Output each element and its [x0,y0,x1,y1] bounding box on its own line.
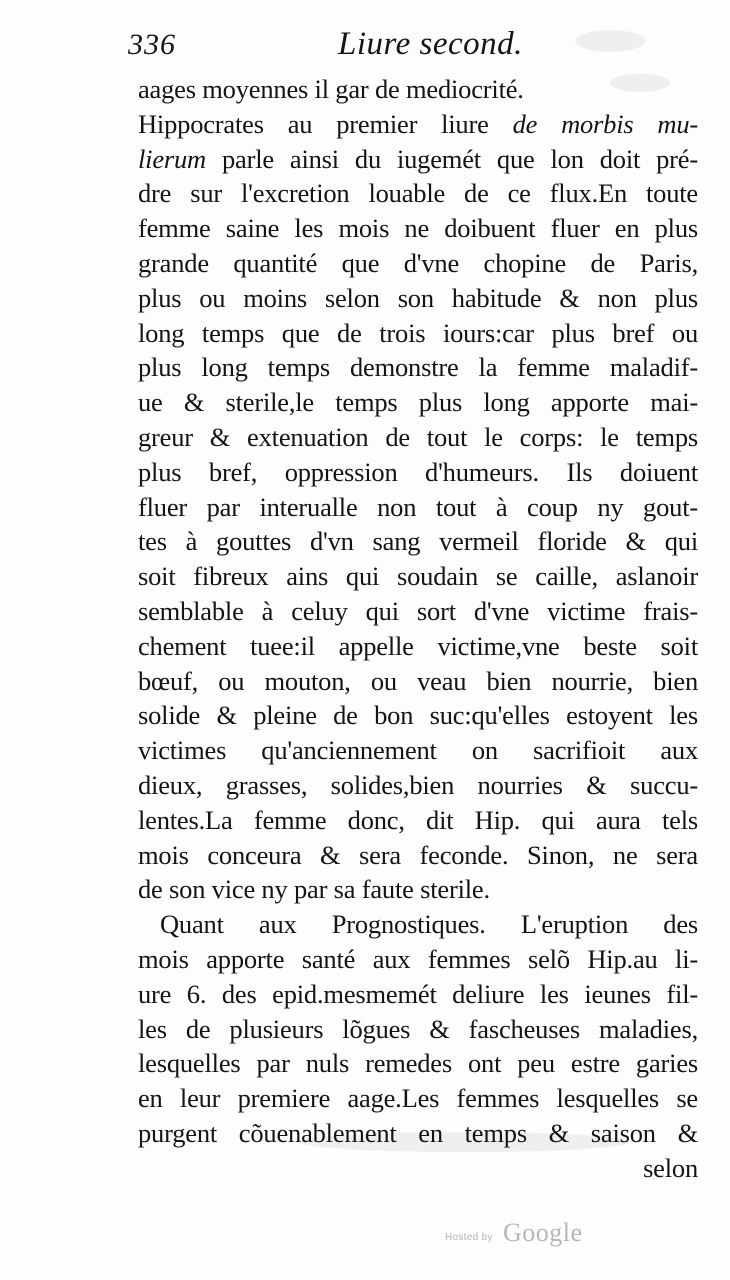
text-line: lentes.La femme donc, dit Hip. qui aura tels [138,804,698,835]
hosted-by-label: Hosted by [445,1232,493,1243]
google-logo: Google [503,1218,583,1247]
text-line: chement tuee:il appelle victime,vne beste soit [138,630,698,661]
text-line: de son vice ny par sa faute sterile. [138,874,490,905]
text-line: soit fibreux ains qui soudain se caille, aslanoir [138,561,698,592]
google-watermark [445,1220,605,1254]
text-line [138,142,698,177]
text-line: purgent cõuenablement en temps & saison & [138,1117,698,1148]
text-line: ure 6. des epid.mesmemét deliure les ieunes fil- [138,978,698,1009]
text-line: lesquelles par nuls remedes ont peu estre garies [138,1048,698,1079]
text-line: en leur premiere aage.Les femmes lesquelles se [138,1083,698,1114]
text-line: greur & extenuation de tout le corps: le temps [138,421,698,452]
text-line: les de plusieurs lõgues & fascheuses maladies, [138,1013,698,1044]
text-line: dieux, grasses, solides,bien nourries & succu- [138,769,698,800]
text-line: grande quantité que d'vne chopine de Paris, [138,247,698,278]
line-text: Hippocrates au premier liure [138,108,513,139]
text-line: victimes qu'anciennement on sacrifioit aux [138,735,698,766]
text-line: fluer par interualle non tout à coup ny gout- [138,491,698,522]
latin-title: de morbis mu- [512,108,698,139]
running-head: Liure second. [338,26,523,62]
text-line: long temps que de trois iours:car plus bref ou [138,317,698,348]
text-line: solide & pleine de bon suc:qu'elles estoyent les [138,700,698,731]
text-line: plus bref, oppression d'humeurs. Ils doiuent [138,456,698,487]
page-number: 336 [128,28,176,61]
text-line: bœuf, ou mouton, ou veau bien nourrie, bien [138,665,698,696]
text-line: semblable à celuy qui sort d'vne victime frais- [138,595,698,626]
line-text: parle ainsi du iugemét que lon doit pré- [206,143,698,174]
text-line: aages moyennes il gar de mediocrité. [138,74,524,104]
text-line: mois conceura & sera feconde. Sinon, ne sera [138,839,698,870]
body-text [138,72,698,1186]
text-line: plus ou moins selon son habitude & non plus [138,282,698,313]
text-line: ue & sterile,le temps plus long apporte mai- [138,387,698,418]
text-line: dre sur l'excretion louable de ce flux.En toute [138,178,698,209]
latin-title: lierum [138,143,206,174]
text-line: selon [643,1152,698,1183]
text-line: Quant aux Prognostiques. L'eruption des [160,909,698,940]
page-header [128,22,688,70]
text-line: femme saine les mois ne doibuent fluer en plus [138,213,698,244]
text-line [138,107,698,142]
text-line: tes à gouttes d'vn sang vermeil floride & qui [138,526,698,557]
text-line: mois apporte santé aux femmes selõ Hip.au li- [138,943,698,974]
text-line: plus long temps demonstre la femme maladif- [138,352,698,383]
